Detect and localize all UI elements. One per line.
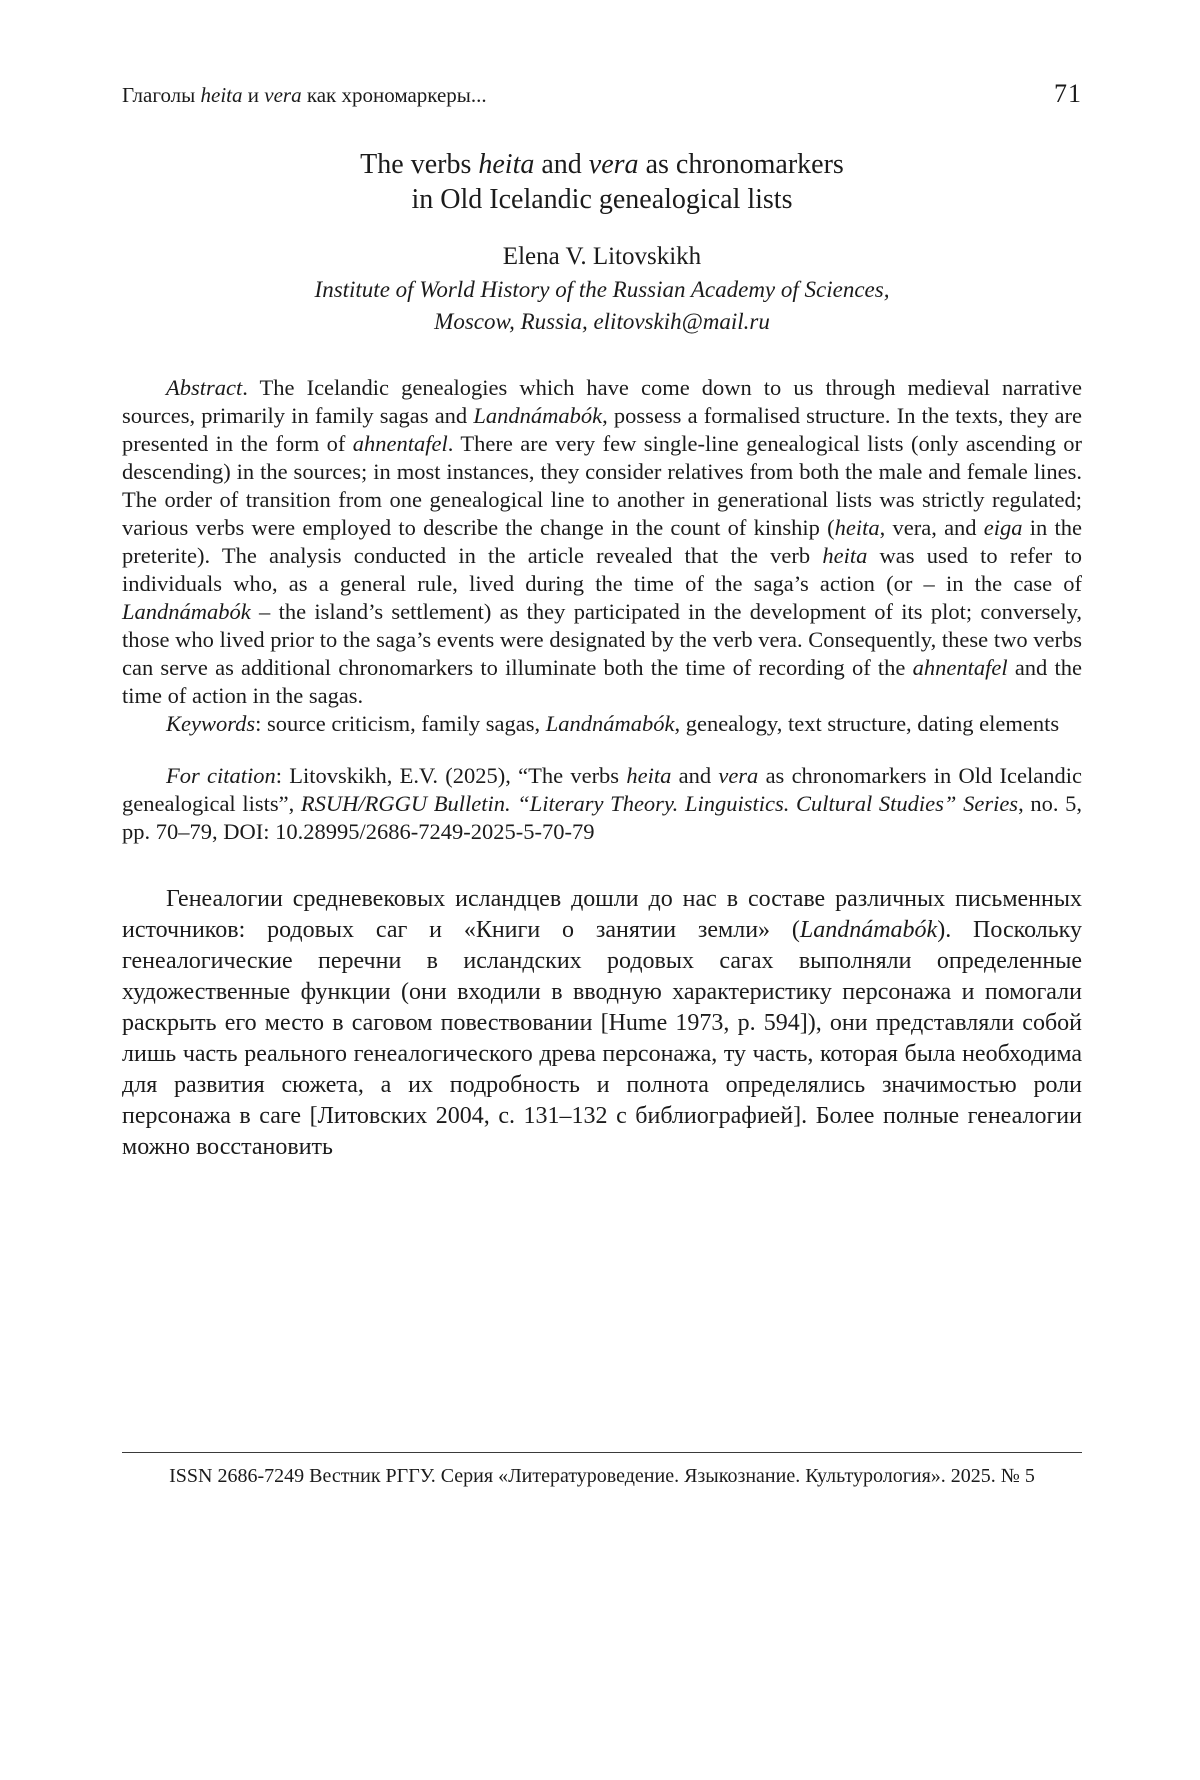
body-paragraph: Генеалогии средневековых исландцев дошли до нас в составе различных письменных источников: родовых саг и «Книги о занятии земли» (Landnámabók). Поскольку генеалогические перечни в исландских родовых сагах выполняли определенные художественные функции (они входили в вводную характеристику персонажа и помогали раскрыть его место в саговом повествовании [Hume 1973, p. 594]), они представляли собой лишь часть реального генеалогического древа персонажа, ту часть, которая была необходима для развития сюжета, а их подробность и полнота определялись значимостью роли персонажа в саге [Литовских 2004, с. 131–132 с библиографией]. Более полные генеалогии можно восстановить xyxy=(122,886,1082,1160)
footer-text: ISSN 2686-7249 Вестник РГГУ. Серия «Литературоведение. Языкознание. Культурология». 2025. № 5 xyxy=(169,1465,1035,1487)
article-title-line-1: The verbs heita and vera as chronomarkers xyxy=(360,149,844,180)
author-name: Elena V. Litovskikh xyxy=(502,243,702,270)
running-header-title: Глаголы heita и vera как хрономаркеры... xyxy=(122,83,487,107)
running-header xyxy=(122,80,1082,109)
affiliation-line-1: Institute of World History of the Russian Academy of Sciences, xyxy=(314,277,890,302)
article-title xyxy=(122,147,1082,217)
page-number: 71 xyxy=(1054,79,1082,108)
keywords-paragraph: Keywords: source criticism, family sagas, Landnámabók, genealogy, text structure, dating elements xyxy=(166,711,1060,736)
article-title-line-2: in Old Icelandic genealogical lists xyxy=(411,184,793,215)
page-footer xyxy=(122,1452,1082,1489)
abstract-paragraph: Abstract. The Icelandic genealogies which have come down to us through medieval narrative sources, primarily in family sagas and Landnámabók, possess a formalised structure. In the texts, they are presented in the form of ahnentafel. There are very few single-line genealogical lists (only ascending or descending) in the sources; in most instances, they consider relatives from both the male and female lines. The order of transition from one genealogical line to another in generational lists was strictly regulated; various verbs were employed to describe the change in the count of kinship (heita, vera, and eiga in the preterite). The analysis conducted in the article revealed that the verb heita was used to refer to individuals who, as a general rule, lived during the time of the saga’s action (or – in the case of Landnámabók – the island’s settlement) as they participated in the development of its plot; conversely, those who lived prior to the saga’s events were designated by the verb vera. Consequently, these two verbs can serve as additional chronomarkers to illuminate both the time of recording of the ahnentafel and the time of action in the sagas. xyxy=(122,375,1083,708)
affiliation-line-2: Moscow, Russia, elitovskih@mail.ru xyxy=(434,309,770,334)
citation-paragraph: For citation: Litovskikh, E.V. (2025), “The verbs heita and vera as chronomarkers in Old Icelandic genealogical lists”, RSUH/RGGU Bulletin. “Literary Theory. Linguistics. Cultural Studies” Series, no. 5, pp. 70–79, DOI: 10.28995/2686-7249-2025-5-70-79 xyxy=(122,763,1083,844)
author-affiliation xyxy=(122,274,1082,338)
